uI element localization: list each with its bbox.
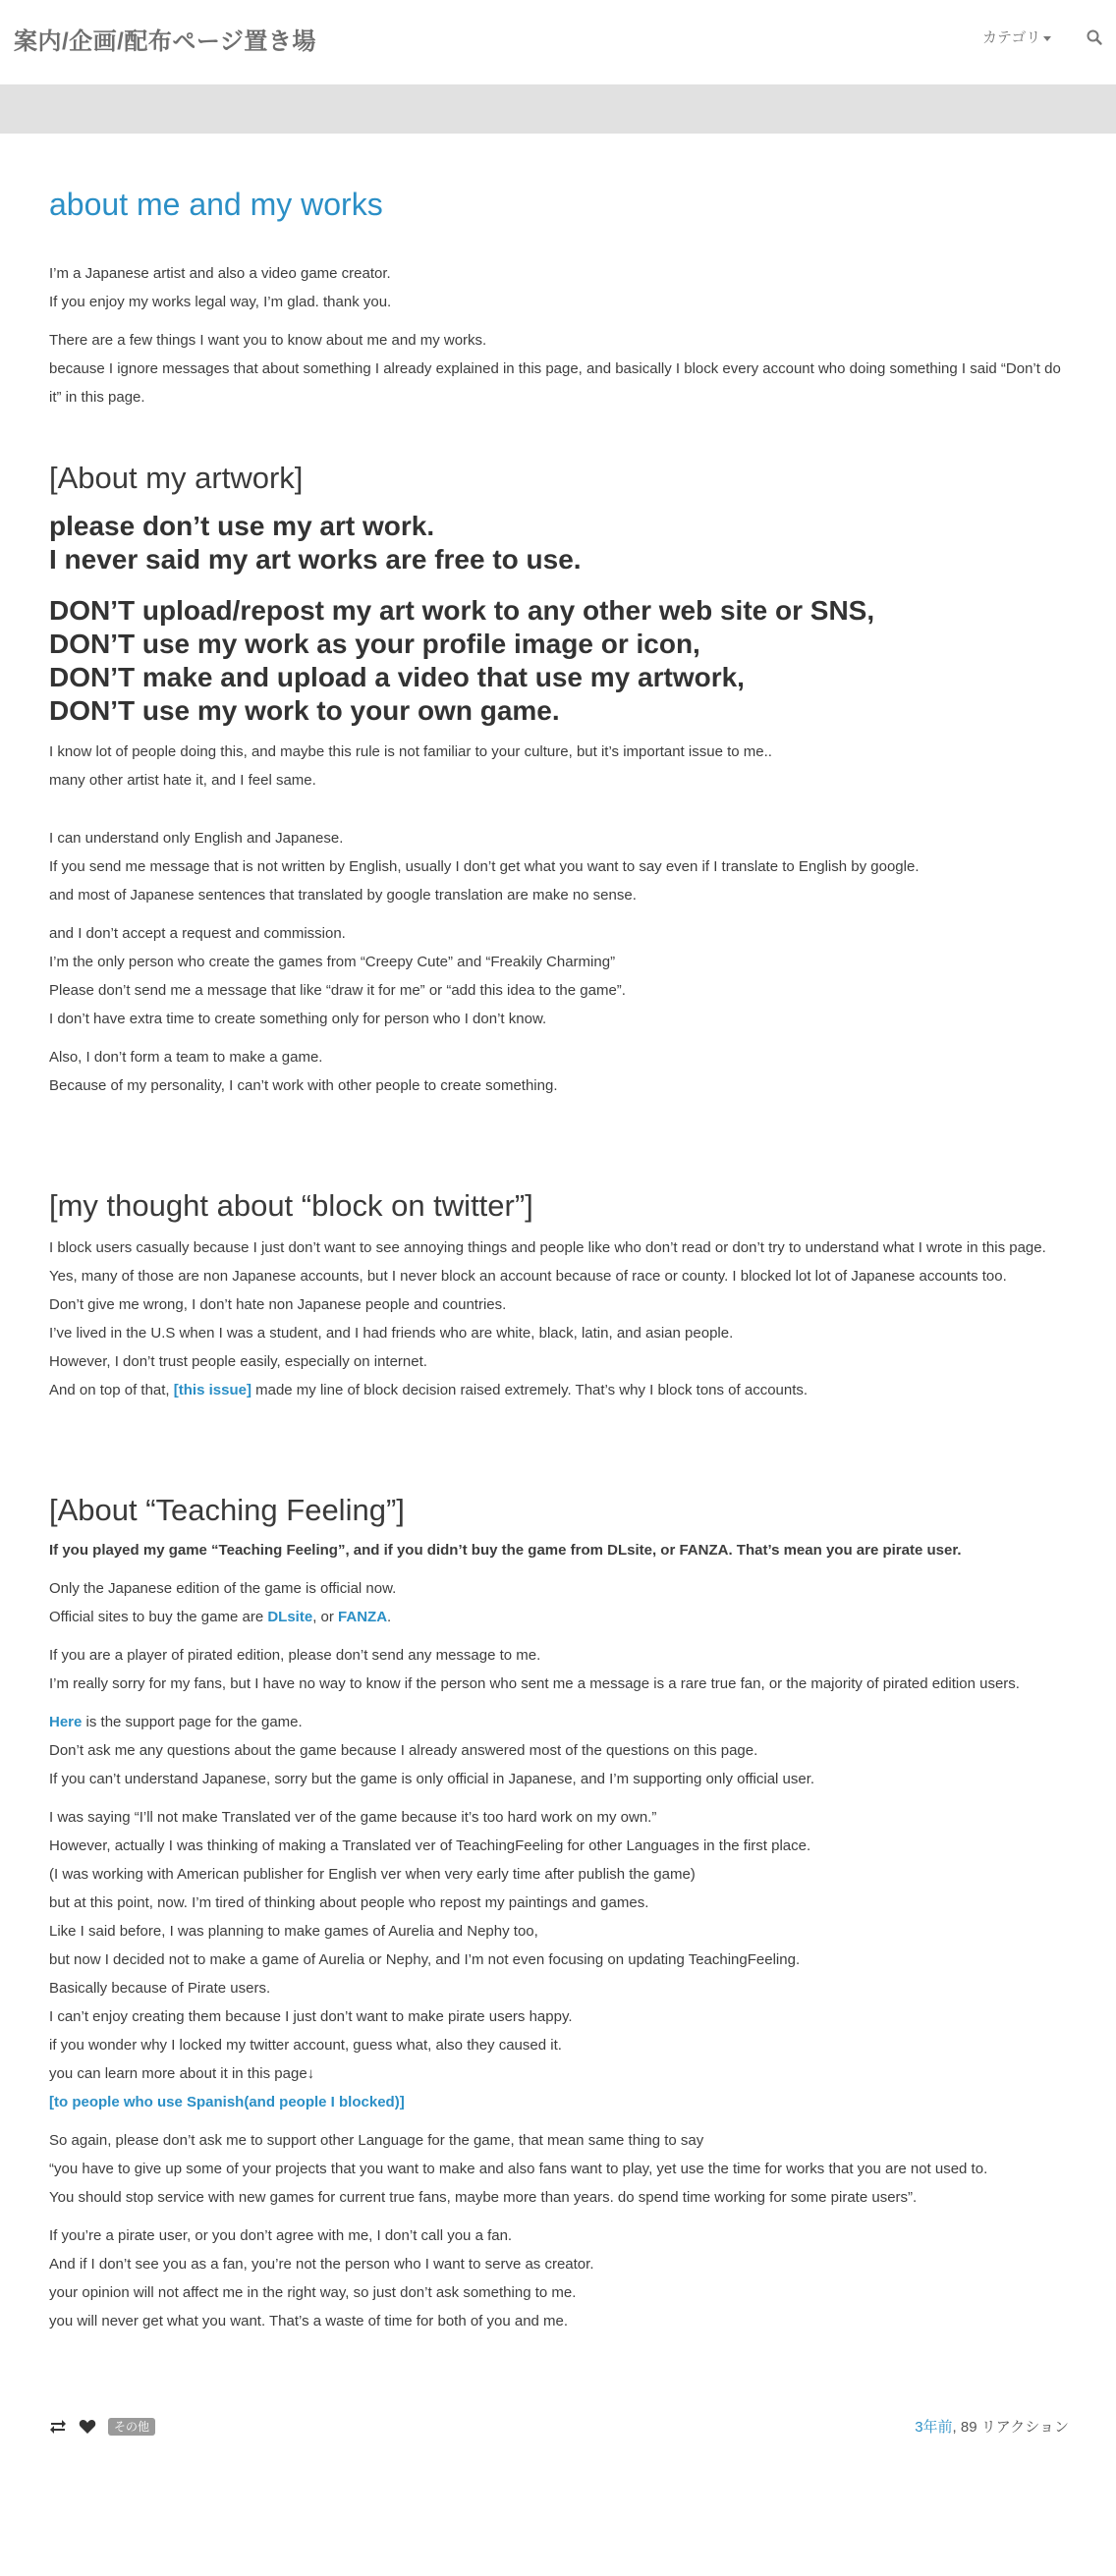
text-line: There are a few things I want you to know about me and my works. [49,332,487,349]
text-line: You should stop service with new games for current true fans, maybe more than years. do spend time working for some pirate users”. [49,2189,918,2206]
post-title[interactable]: about me and my works [49,187,383,222]
post-content [0,183,1116,2335]
text-line: Only the Japanese edition of the game is official now. [49,1580,397,1597]
post-footer [0,2410,1116,2449]
again-paragraph [49,2126,1067,2212]
category-dropdown[interactable] [982,27,1051,47]
text-line: I never said my art works are free to use. [49,544,582,575]
text-line: However, I don’t trust people easily, especially on internet. [49,1353,427,1370]
text-line: and I don’t accept a request and commission. [49,925,346,942]
text-line: made my line of block decision raised extremely. That’s why I block tons of accounts. [251,1382,809,1398]
text-line: Don’t ask me any questions about the game because I already answered most of the questions on this page. [49,1742,758,1759]
section-heading-artwork: [About my artwork] [49,461,304,495]
text-line: but now I decided not to make a game of Aurelia or Nephy, and I’m not even focusing on updating TeachingFeeling. [49,1951,801,1968]
text-line: I can’t enjoy creating them because I just don’t want to make pirate users happy. [49,2008,573,2025]
artwork-rules [49,594,1067,728]
text-line: However, actually I was thinking of making a Translated ver of TeachingFeeling for other Languages in the first place. [49,1837,811,1854]
text-line: If you are a player of pirated edition, please don’t send any message to me. [49,1647,541,1664]
site-title[interactable]: 案内/企画/配布ページ置き場 [14,28,316,55]
artwork-notice [49,510,1067,576]
this-issue-link[interactable]: [this issue] [173,1382,251,1398]
spanish-users-link[interactable]: [to people who use Spanish(and people I blocked)] [49,2094,405,2110]
section-heading-twitter: [my thought about “block on twitter”] [49,1188,533,1223]
tag-badge[interactable]: その他 [108,2418,155,2436]
official-paragraph [49,1574,1067,1631]
reblog-icon[interactable] [49,2419,67,2435]
text-line: If you enjoy my works legal way, I’m glad. thank you. [49,294,392,310]
team-paragraph [49,1043,1067,1100]
text-line: and most of Japanese sentences that translated by google translation are make no sense. [49,887,637,904]
text-line: DON’T make and upload a video that use my artwork, [49,662,745,692]
text-line: I was saying “I’ll not make Translated ver of the game because it’s too hard work on my own.” [49,1809,657,1826]
text-line: if you wonder why I locked my twitter account, guess what, also they caused it. [49,2037,562,2054]
text-line: If you send me message that is not written by English, usually I don’t get what you want to say even if I translate to English by google. [49,858,920,875]
text-line: Because of my personality, I can’t work with other people to create something. [49,1077,558,1094]
text-line: I’m the only person who create the games from “Creepy Cute” and “Freakily Charming” [49,954,616,970]
text-line: Also, I don’t form a team to make a game. [49,1049,323,1066]
text-line: Please don’t send me a message that like “draw it for me” or “add this idea to the game”. [49,982,626,999]
post-meta [915,2416,1069,2437]
section-heading-teaching-feeling: [About “Teaching Feeling”] [49,1493,405,1527]
category-label: カテゴリ [982,29,1041,46]
text-line: Don’t give me wrong, I don’t hate non Japanese people and countries. [49,1296,507,1313]
text-line: So again, please don’t ask me to support other Language for the game, that mean same thing to say [49,2132,704,2149]
text-line: Like I said before, I was planning to make games of Aurelia and Nephy too, [49,1923,538,1940]
artwork-paragraph [49,738,1067,795]
support-paragraph [49,1708,1067,1793]
request-paragraph [49,919,1067,1033]
text-line: DON’T use my work as your profile image or icon, [49,629,700,659]
text-line: If you’re a pirate user, or you don’t agree with me, I don’t call you a fan. [49,2227,513,2244]
text-line: your opinion will not affect me in the right way, so just don’t ask something to me. [49,2284,577,2301]
fanza-link[interactable]: FANZA [338,1609,388,1625]
intro-paragraph [49,259,1067,316]
text-line: DON’T upload/repost my art work to any other web site or SNS, [49,595,875,626]
heart-icon[interactable] [79,2419,96,2435]
text-line: because I ignore messages that about something I already explained in this page, and basically I block every account who doing something I said “Don’t do it” in this page. [49,360,1061,406]
final-paragraph [49,2221,1067,2335]
reaction-count[interactable]: , 89 リアクション [952,2419,1069,2436]
text-line: If you can’t understand Japanese, sorry but the game is only official in Japanese, and I’m supporting only official user. [49,1771,815,1787]
translation-paragraph [49,1803,1067,2116]
text-line: And if I don’t see you as a fan, you’re not the person who I want to serve as creator. [49,2256,594,2273]
text-line: but at this point, now. I’m tired of thinking about people who repost my paintings and games. [49,1894,649,1911]
text-line: Basically because of Pirate users. [49,1980,271,1997]
twitter-paragraph [49,1233,1067,1404]
text-line: And on top of that, [49,1382,174,1398]
intro-paragraph-2 [49,326,1067,411]
dlsite-link[interactable]: DLsite [267,1609,313,1625]
text-line: Yes, many of those are non Japanese accounts, but I never block an account because of race or county. I blocked lot lot of Japanese accounts too. [49,1268,1007,1285]
text-line: I know lot of people doing this, and maybe this rule is not familiar to your culture, but it’s important issue to me.. [49,743,772,760]
language-paragraph [49,824,1067,909]
pirated-edition-paragraph [49,1641,1067,1698]
header-banner-bar [0,84,1116,134]
text-line: I block users casually because I just don’t want to see annoying things and people like who don’t read or don’t try to understand what I wrote in this page. [49,1239,1046,1256]
text-line: is the support page for the game. [82,1714,303,1730]
chevron-down-icon [1043,36,1051,41]
text-line: I’m a Japanese artist and also a video game creator. [49,265,391,282]
text-line: Official sites to buy the game are [49,1609,268,1625]
text-line: DON’T use my work to your own game. [49,695,560,726]
text-line: I can understand only English and Japanese. [49,830,344,847]
post-time-link[interactable]: 3年前 [915,2419,953,2436]
text-line: . [387,1609,392,1625]
support-page-link[interactable]: Here [49,1714,83,1730]
site-header [0,0,1116,84]
text-line: you can learn more about it in this page↓ [49,2065,315,2082]
text-line: , or [312,1609,339,1625]
text-line: “you have to give up some of your projects that you want to make and also fans want to play, yet use the time for works that you are not used to. [49,2161,988,2177]
text-line: you will never get what you want. That’s a waste of time for both of you and me. [49,2313,569,2329]
text-line: many other artist hate it, and I feel same. [49,772,316,789]
text-line: I don’t have extra time to create something only for person who I don’t know. [49,1011,547,1027]
text-line: I’m really sorry for my fans, but I have no way to know if the person who sent me a message is a rare true fan, or the majority of pirated edition users. [49,1675,1020,1692]
text-line: I’ve lived in the U.S when I was a student, and I had friends who are white, black, latin, and asian people. [49,1325,734,1342]
text-line: please don’t use my art work. [49,511,435,541]
search-icon[interactable] [1086,28,1103,46]
text-line: (I was working with American publisher for English ver when very early time after publish the game) [49,1866,696,1883]
pirate-warning: If you played my game “Teaching Feeling”, and if you didn’t buy the game from DLsite, or FANZA. That’s mean you are pirate user. [49,1542,962,1559]
